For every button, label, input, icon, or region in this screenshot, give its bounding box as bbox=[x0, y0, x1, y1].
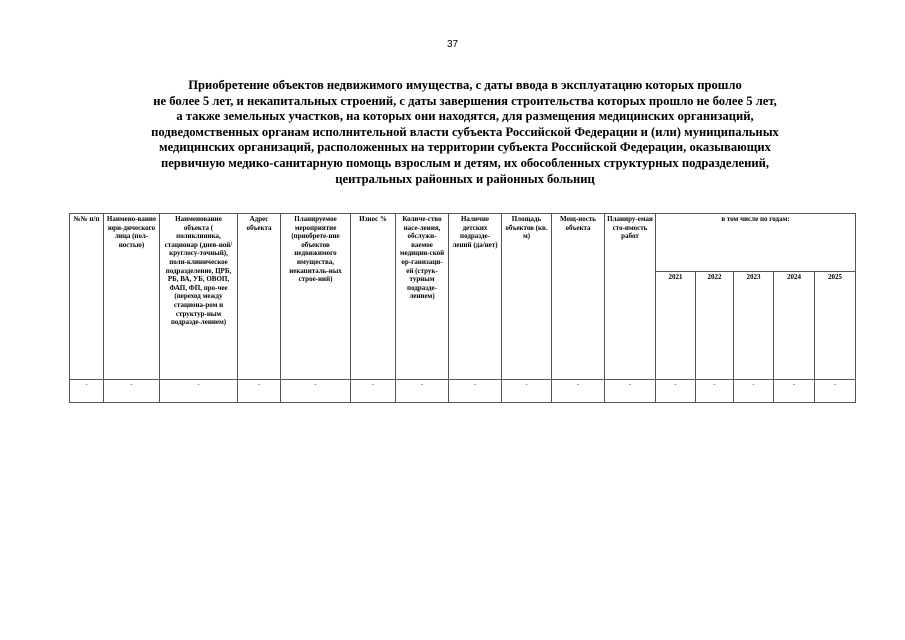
objects-table bbox=[69, 213, 856, 403]
title-line: а также земельных участков, на которых они находятся, для размещения медицинских организаций, bbox=[176, 109, 754, 124]
title-line: подведомственных органам исполнительной власти субъекта Российской Федерации и (или) муниципальных bbox=[151, 124, 779, 139]
table-cell: - bbox=[815, 380, 856, 403]
document-title bbox=[70, 78, 860, 187]
title-line: первичную медико-санитарную помощь взрослым и детям, их обособленных структурных подразделений, bbox=[160, 155, 770, 170]
table-cell: - bbox=[160, 380, 238, 403]
table-cell: - bbox=[696, 380, 734, 403]
col-header-cost: Планиру-емая сто-имость работ bbox=[605, 214, 656, 380]
title-line: Приобретение объектов недвижимого имущества, с даты ввода в эксплуатацию которых прошло bbox=[188, 78, 742, 92]
table-header-row bbox=[70, 214, 856, 272]
title-line: центральных районных и районных больниц bbox=[335, 171, 595, 186]
col-header-population: Количе-ство насе-ления, обслужи-ваемое медицин-ской ор-ганизаци-ей (струк-турным подразде-лением) bbox=[396, 214, 449, 380]
col-header-year: 2024 bbox=[774, 272, 815, 380]
table-cell: - bbox=[774, 380, 815, 403]
col-header-legal-entity: Наимено-вание юри-дического лица (пол-ностью) bbox=[104, 214, 160, 380]
table-cell: - bbox=[734, 380, 774, 403]
col-header-year: 2021 bbox=[656, 272, 696, 380]
table-row bbox=[70, 380, 856, 403]
table-cell: - bbox=[351, 380, 396, 403]
col-header-area: Площадь объектов (кв. м) bbox=[502, 214, 552, 380]
table-cell: - bbox=[552, 380, 605, 403]
col-header-number: №№ п/п bbox=[70, 214, 104, 380]
table-cell: - bbox=[70, 380, 104, 403]
title-line: не более 5 лет, и некапитальных строений, с даты завершения строительства которых прошло не более 5 лет, bbox=[153, 93, 777, 108]
table-cell: - bbox=[502, 380, 552, 403]
col-header-capacity: Мощ-ность объекта bbox=[552, 214, 605, 380]
col-header-wear: Износ % bbox=[351, 214, 396, 380]
table-cell: - bbox=[396, 380, 449, 403]
col-header-year: 2023 bbox=[734, 272, 774, 380]
page-number: 37 bbox=[446, 39, 459, 50]
col-header-by-years: в том числе по годам: bbox=[656, 214, 856, 272]
col-header-address: Адрес объекта bbox=[238, 214, 281, 380]
table-cell: - bbox=[605, 380, 656, 403]
col-header-year: 2025 bbox=[815, 272, 856, 380]
col-header-planned-action: Планируемое мероприятие (приобрете-ние объектов недвижимого имущества, некапиталь-ных строе-ний) bbox=[281, 214, 351, 380]
title-line: медицинских организаций, расположенных на территории субъекта Российской Федерации, оказывающих bbox=[159, 140, 771, 155]
table-cell: - bbox=[281, 380, 351, 403]
col-header-year: 2022 bbox=[696, 272, 734, 380]
table-cell: - bbox=[449, 380, 502, 403]
table-cell: - bbox=[238, 380, 281, 403]
col-header-object-name: Наименование объекта ( поликлиника, стационар (днев-ной/круглосу-точный), поли-клиническое подразделение, ЦРБ, РБ, ВА, УБ, ОВОП, ФАП, ФП, про-чее (переход между стациона-ром и структур-ным подразде-лением) bbox=[160, 214, 238, 380]
table-cell: - bbox=[104, 380, 160, 403]
table-cell: - bbox=[656, 380, 696, 403]
col-header-children-units: Наличие детских подразде-лений (да/нет) bbox=[449, 214, 502, 380]
